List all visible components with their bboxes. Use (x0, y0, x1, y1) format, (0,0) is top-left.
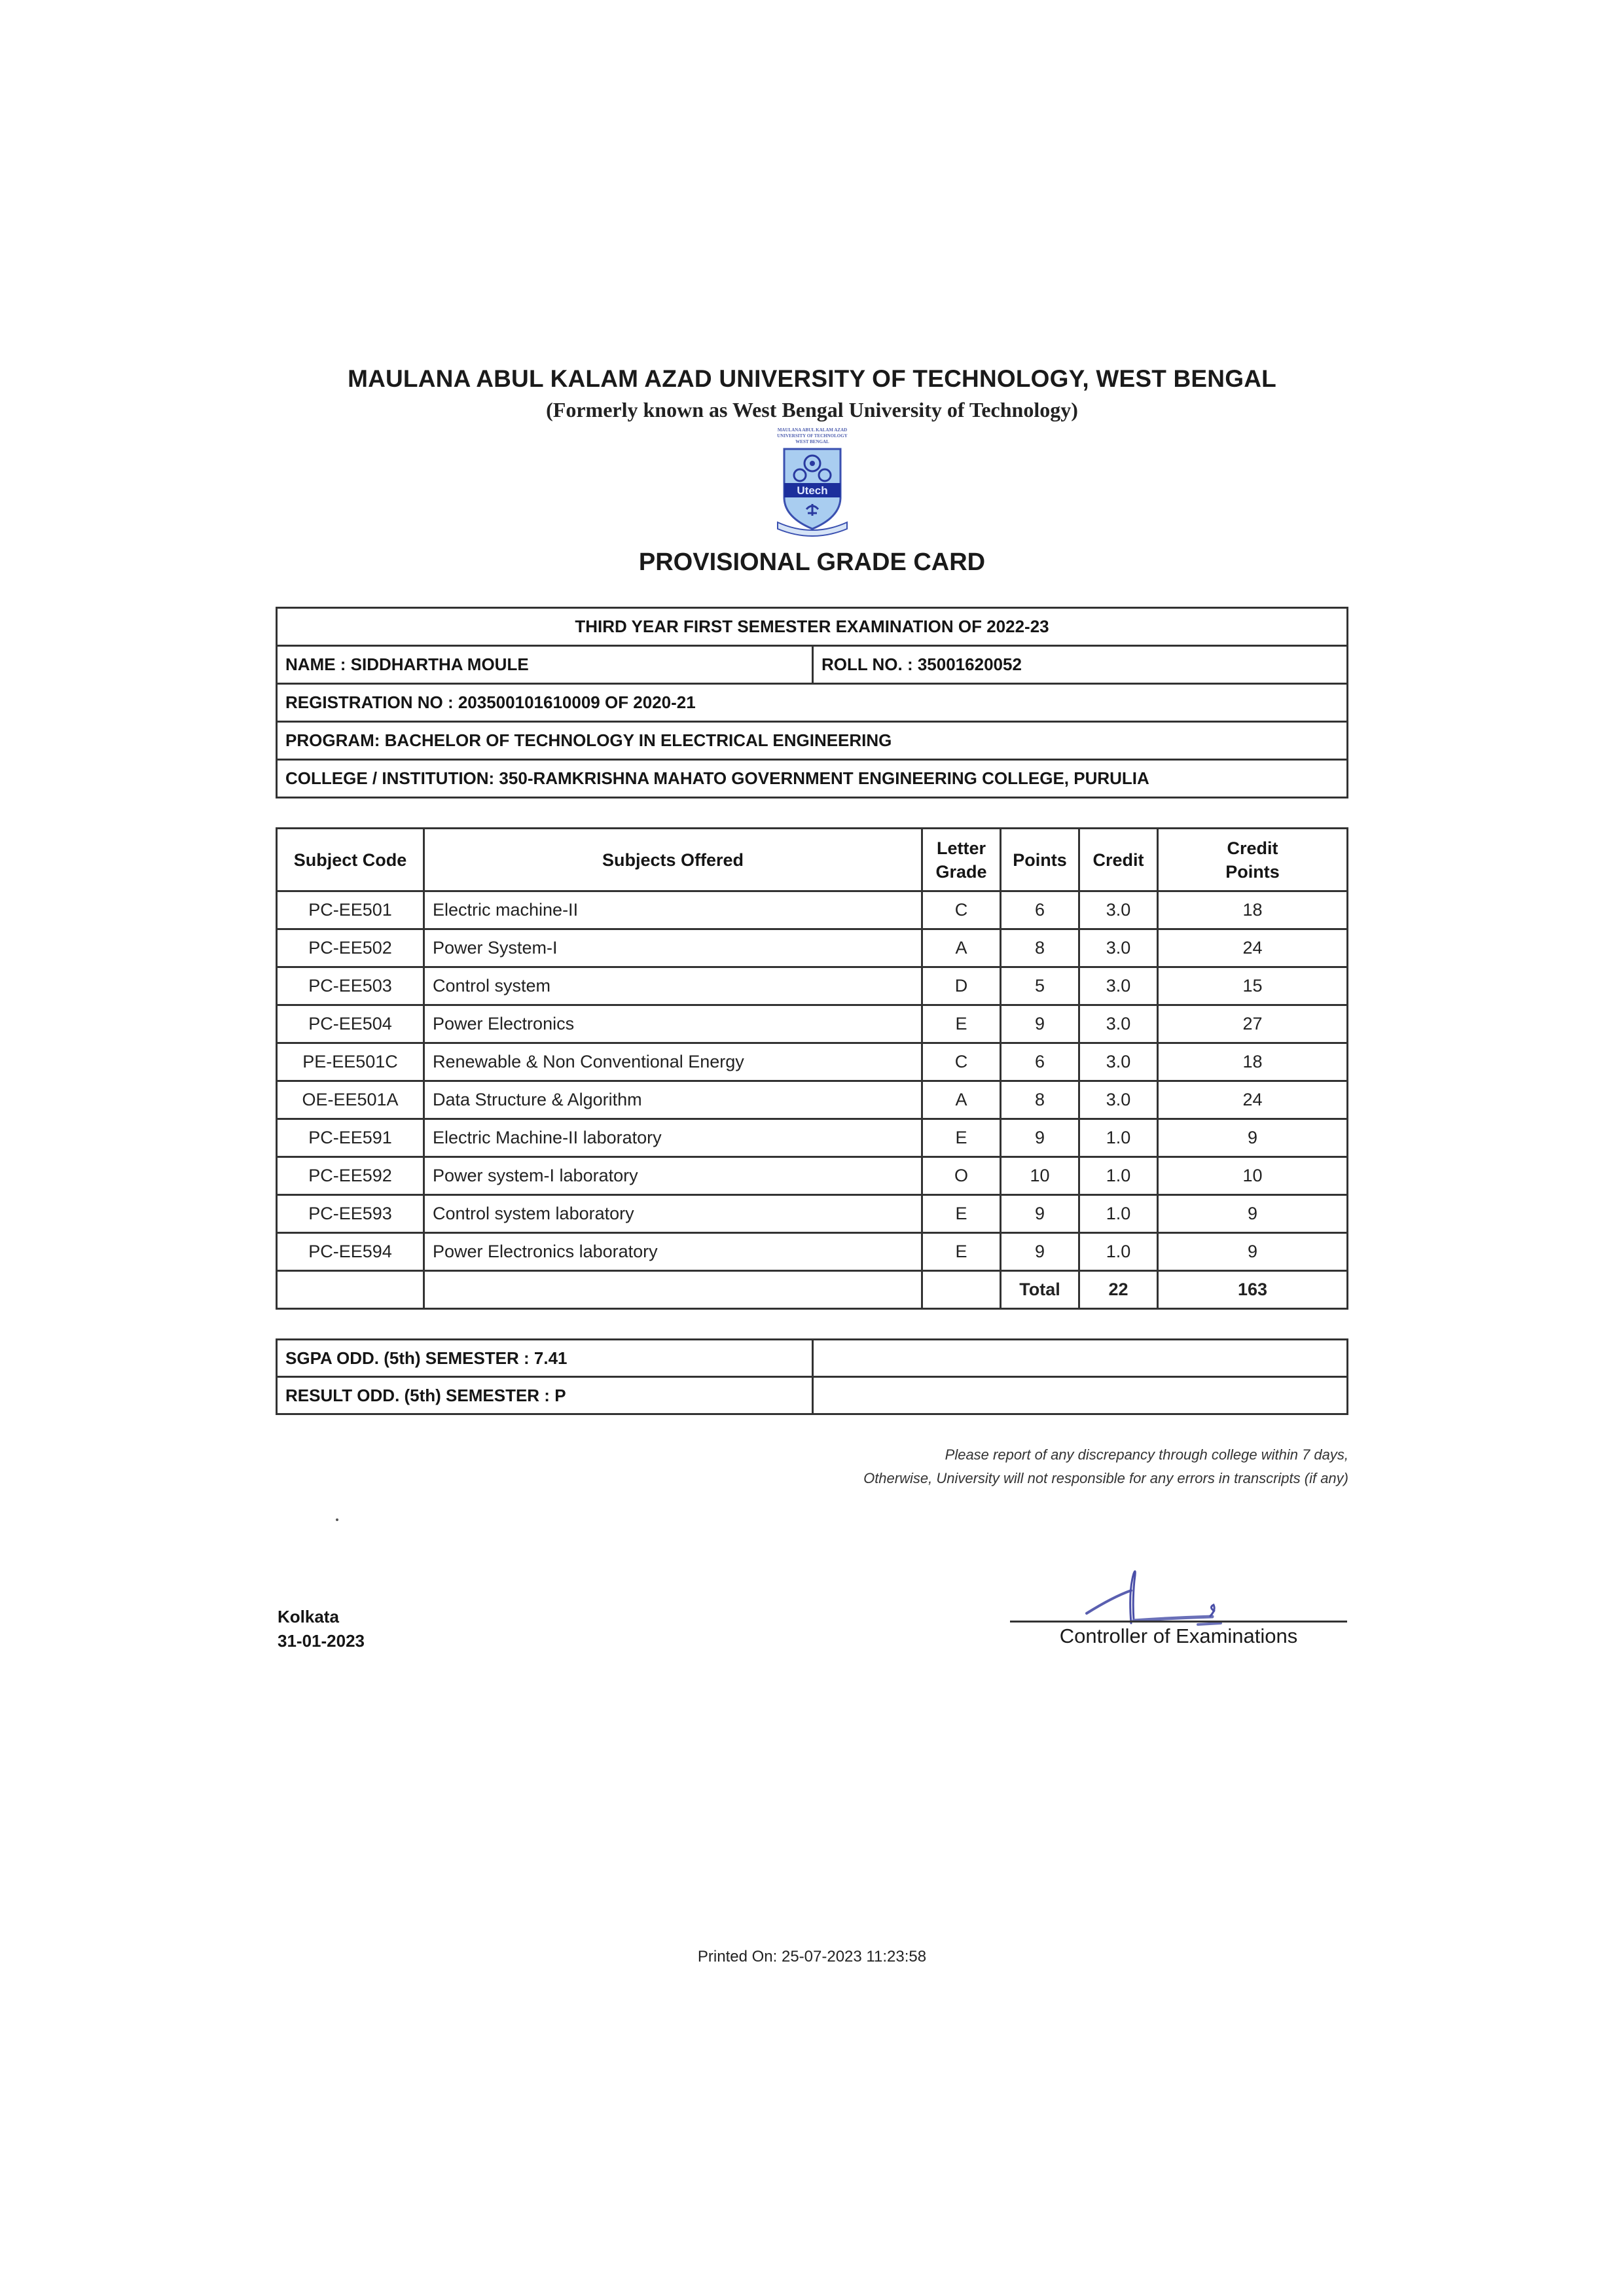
credit: 3.0 (1079, 929, 1158, 967)
table-row (277, 891, 1348, 929)
table-row (277, 1043, 1348, 1081)
utech-crest-icon (759, 425, 865, 537)
credit: 1.0 (1079, 1157, 1158, 1195)
university-logo (759, 425, 865, 537)
subject-name: Power Electronics (424, 1005, 922, 1043)
credit: 1.0 (1079, 1233, 1158, 1271)
table-row (277, 1157, 1348, 1195)
points: 5 (1001, 967, 1079, 1005)
col-subject-code: Subject Code (277, 829, 424, 891)
table-row (277, 929, 1348, 967)
result-table (276, 1338, 1348, 1415)
subject-code: PE-EE501C (277, 1043, 424, 1081)
subject-name: Data Structure & Algorithm (424, 1081, 922, 1119)
total-credit-points: 163 (1158, 1271, 1348, 1309)
credit: 3.0 (1079, 1043, 1158, 1081)
points: 9 (1001, 1005, 1079, 1043)
grades-table (276, 827, 1348, 1310)
svg-text:UNIVERSITY OF TECHNOLOGY: UNIVERSITY OF TECHNOLOGY (777, 433, 848, 439)
credit: 3.0 (1079, 967, 1158, 1005)
letter-grade: C (922, 1043, 1001, 1081)
credit-points: 18 (1158, 891, 1348, 929)
subject-code: PC-EE501 (277, 891, 424, 929)
credit: 3.0 (1079, 891, 1158, 929)
credit-points: 9 (1158, 1195, 1348, 1233)
subject-code: PC-EE591 (277, 1119, 424, 1157)
points: 9 (1001, 1119, 1079, 1157)
letter-grade: E (922, 1005, 1001, 1043)
svg-text:MAULANA ABUL KALAM AZAD: MAULANA ABUL KALAM AZAD (777, 427, 848, 433)
empty-cell (813, 1377, 1348, 1414)
signatory-title: Controller of Examinations (1059, 1624, 1298, 1647)
svg-text:Utech: Utech (797, 484, 828, 497)
subject-name: Control system (424, 967, 922, 1005)
table-row (277, 1005, 1348, 1043)
credit-points: 15 (1158, 967, 1348, 1005)
subject-code: PC-EE502 (277, 929, 424, 967)
credit-points: 9 (1158, 1119, 1348, 1157)
subject-name: Electric Machine-II laboratory (424, 1119, 922, 1157)
table-row (277, 1233, 1348, 1271)
empty-cell (424, 1271, 922, 1309)
student-name: NAME : SIDDHARTHA MOULE (277, 646, 813, 684)
credit-points: 10 (1158, 1157, 1348, 1195)
sgpa: SGPA ODD. (5th) SEMESTER : 7.41 (277, 1340, 813, 1377)
subject-name: Electric machine-II (424, 891, 922, 929)
table-row (277, 967, 1348, 1005)
student-info-table (276, 607, 1348, 798)
points: 6 (1001, 891, 1079, 929)
table-row (277, 1081, 1348, 1119)
letter-grade: A (922, 929, 1001, 967)
subject-name: Control system laboratory (424, 1195, 922, 1233)
credit-points: 9 (1158, 1233, 1348, 1271)
credit: 3.0 (1079, 1081, 1158, 1119)
credit: 1.0 (1079, 1119, 1158, 1157)
program: PROGRAM: BACHELOR OF TECHNOLOGY IN ELECTRICAL ENGINEERING (277, 722, 1348, 760)
credit: 3.0 (1079, 1005, 1158, 1043)
college-institution: COLLEGE / INSTITUTION: 350-RAMKRISHNA MAHATO GOVERNMENT ENGINEERING COLLEGE, PURULIA (277, 760, 1348, 798)
points: 9 (1001, 1195, 1079, 1233)
empty-cell (277, 1271, 424, 1309)
credit: 1.0 (1079, 1195, 1158, 1233)
col-letter-grade: Letter Grade (922, 829, 1001, 891)
discrepancy-notice-line-1: Please report of any discrepancy through college within 7 days, (945, 1446, 1348, 1463)
stray-mark (336, 1518, 338, 1521)
subject-code: PC-EE504 (277, 1005, 424, 1043)
university-former-name: (Formerly known as West Bengal University of Technology) (546, 398, 1078, 422)
points: 6 (1001, 1043, 1079, 1081)
registration-number: REGISTRATION NO : 203500101610009 OF 2020-21 (277, 684, 1348, 722)
roll-number: ROLL NO. : 35001620052 (813, 646, 1348, 684)
letter-grade: E (922, 1233, 1001, 1271)
col-credit-points: Credit Points (1158, 829, 1348, 891)
letter-grade: E (922, 1119, 1001, 1157)
letter-grade: A (922, 1081, 1001, 1119)
subject-code: PC-EE593 (277, 1195, 424, 1233)
document-title: PROVISIONAL GRADE CARD (638, 548, 986, 576)
result-status: RESULT ODD. (5th) SEMESTER : P (277, 1377, 813, 1414)
total-label: Total (1001, 1271, 1079, 1309)
subject-code: PC-EE594 (277, 1233, 424, 1271)
points: 8 (1001, 929, 1079, 967)
col-points: Points (1001, 829, 1079, 891)
points: 9 (1001, 1233, 1079, 1271)
subject-name: Power Electronics laboratory (424, 1233, 922, 1271)
points: 10 (1001, 1157, 1079, 1195)
university-name: MAULANA ABUL KALAM AZAD UNIVERSITY OF TECHNOLOGY, WEST BENGAL (348, 365, 1276, 392)
issue-place: Kolkata (278, 1607, 339, 1626)
col-credit: Credit (1079, 829, 1158, 891)
subject-code: OE-EE501A (277, 1081, 424, 1119)
table-row (277, 1195, 1348, 1233)
subject-code: PC-EE592 (277, 1157, 424, 1195)
empty-cell (922, 1271, 1001, 1309)
col-subjects-offered: Subjects Offered (424, 829, 922, 891)
printed-on-timestamp: Printed On: 25-07-2023 11:23:58 (697, 1948, 927, 1965)
subject-name: Power system-I laboratory (424, 1157, 922, 1195)
issue-date: 31-01-2023 (278, 1631, 365, 1651)
svg-text:WEST BENGAL: WEST BENGAL (795, 439, 829, 444)
letter-grade: D (922, 967, 1001, 1005)
subject-code: PC-EE503 (277, 967, 424, 1005)
issue-place-date (278, 1605, 365, 1653)
letter-grade: O (922, 1157, 1001, 1195)
points: 8 (1001, 1081, 1079, 1119)
signature-line (1010, 1621, 1347, 1623)
letter-grade: E (922, 1195, 1001, 1233)
credit-points: 24 (1158, 1081, 1348, 1119)
credit-points: 18 (1158, 1043, 1348, 1081)
discrepancy-notice-line-2: Otherwise, University will not responsible for any errors in transcripts (if any) (863, 1470, 1348, 1486)
credit-points: 27 (1158, 1005, 1348, 1043)
subject-name: Power System-I (424, 929, 922, 967)
signature (1060, 1564, 1290, 1630)
total-row (277, 1271, 1348, 1309)
credit-points: 24 (1158, 929, 1348, 967)
subject-name: Renewable & Non Conventional Energy (424, 1043, 922, 1081)
empty-cell (813, 1340, 1348, 1377)
letter-grade: C (922, 891, 1001, 929)
total-credit: 22 (1079, 1271, 1158, 1309)
signature-icon (1060, 1564, 1290, 1630)
grades-header-row (277, 829, 1348, 891)
table-row (277, 1119, 1348, 1157)
exam-title: THIRD YEAR FIRST SEMESTER EXAMINATION OF 2022-23 (277, 608, 1348, 646)
